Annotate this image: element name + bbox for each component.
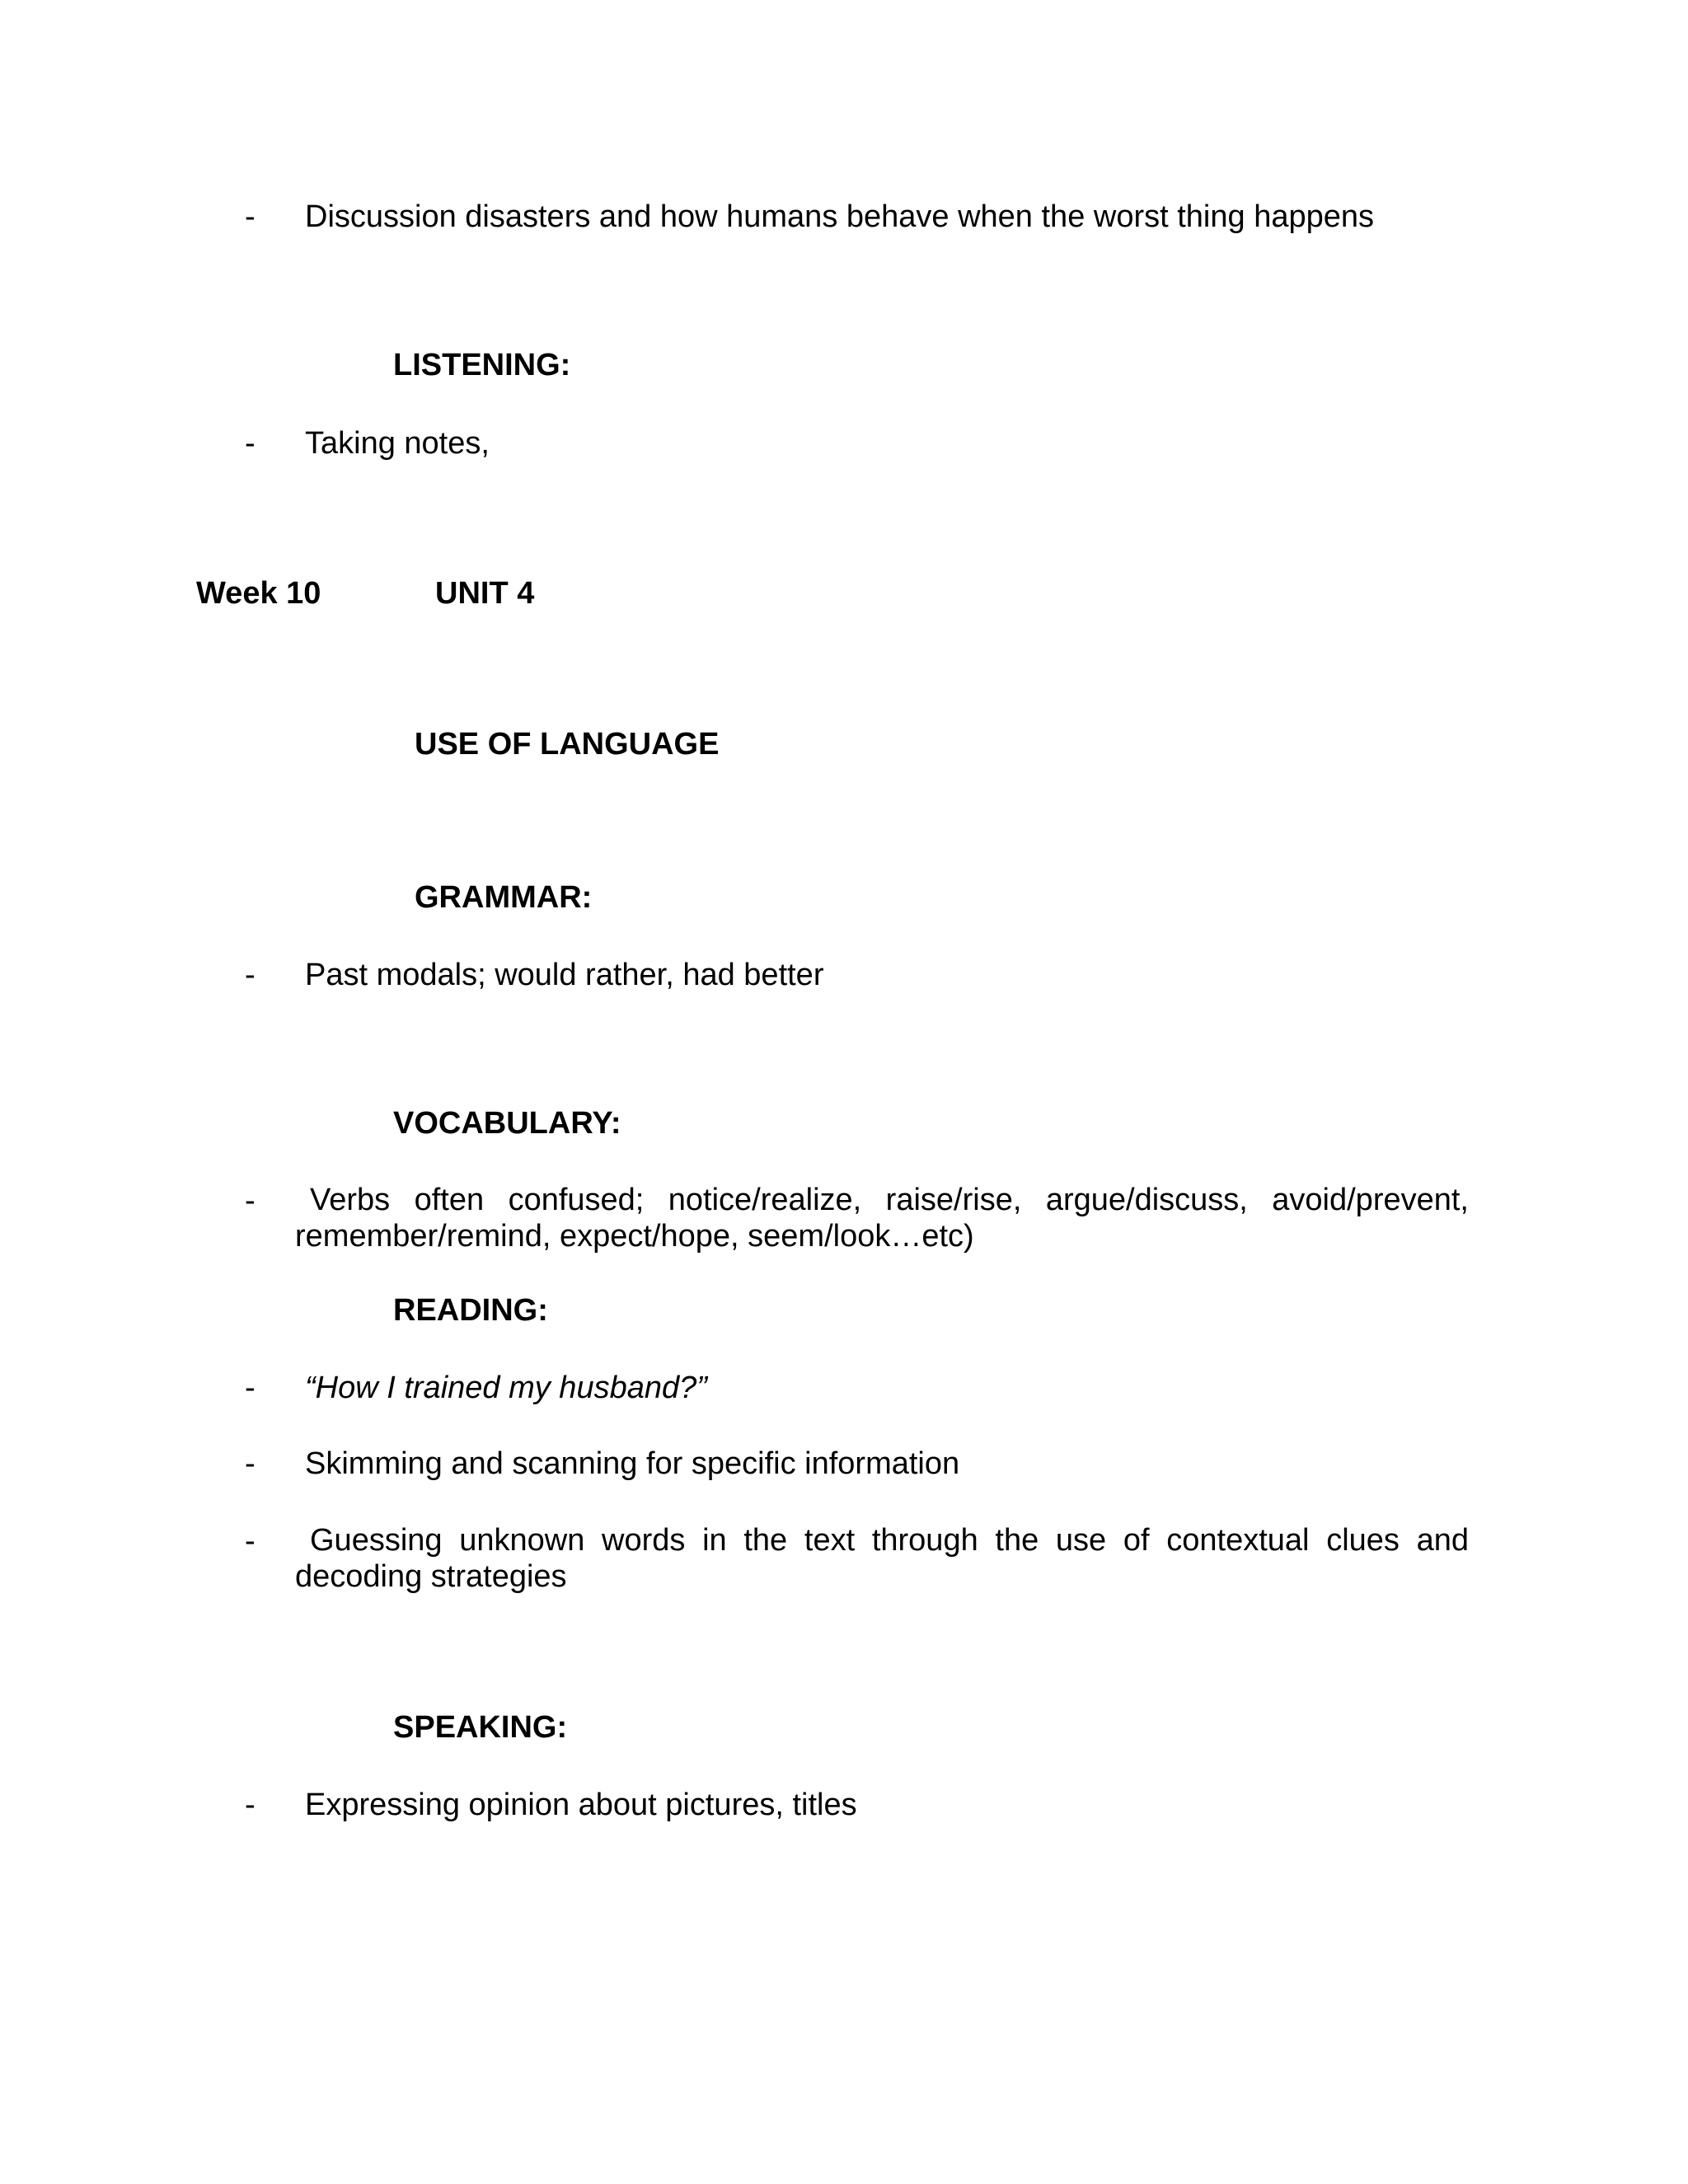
- vocabulary-item: [295, 1182, 1469, 1254]
- reading-heading: READING:: [393, 1293, 548, 1328]
- reading-item: Skimming and scanning for specific information: [305, 1446, 960, 1481]
- week-label: Week 10: [196, 576, 321, 611]
- listening-heading: LISTENING:: [393, 348, 571, 382]
- reading-item: [295, 1522, 1469, 1595]
- unit-label: UNIT 4: [435, 576, 535, 611]
- bullet-dash: -: [245, 199, 256, 234]
- grammar-heading: GRAMMAR:: [415, 880, 593, 915]
- bullet-dash: -: [245, 1371, 256, 1405]
- intro-bullet-text: Discussion disasters and how humans behave when the worst thing happens: [305, 199, 1374, 234]
- speaking-heading: SPEAKING:: [393, 1710, 568, 1745]
- reading-item-line: Guessing unknown words in the text through the use of contextual clues and: [310, 1523, 1469, 1558]
- vocabulary-item-line: remember/remind, expect/hope, seem/look…etc): [295, 1219, 974, 1254]
- use-of-language-heading: USE OF LANGUAGE: [415, 727, 720, 762]
- vocabulary-heading: VOCABULARY:: [393, 1106, 621, 1141]
- grammar-item: Past modals; would rather, had better: [305, 958, 824, 992]
- vocabulary-item-line: Verbs often confused; notice/realize, raise/rise, argue/discuss, avoid/prevent,: [310, 1183, 1469, 1217]
- reading-item-title: “How I trained my husband?”: [305, 1371, 707, 1405]
- bullet-dash: -: [245, 1446, 256, 1481]
- bullet-dash: -: [245, 426, 256, 461]
- reading-item-line: decoding strategies: [295, 1559, 567, 1594]
- listening-item: Taking notes,: [305, 426, 490, 461]
- bullet-dash: -: [245, 1183, 256, 1218]
- bullet-dash: -: [245, 1524, 256, 1558]
- bullet-dash: -: [245, 1788, 256, 1822]
- speaking-item: Expressing opinion about pictures, titles: [305, 1788, 857, 1822]
- bullet-dash: -: [245, 958, 256, 992]
